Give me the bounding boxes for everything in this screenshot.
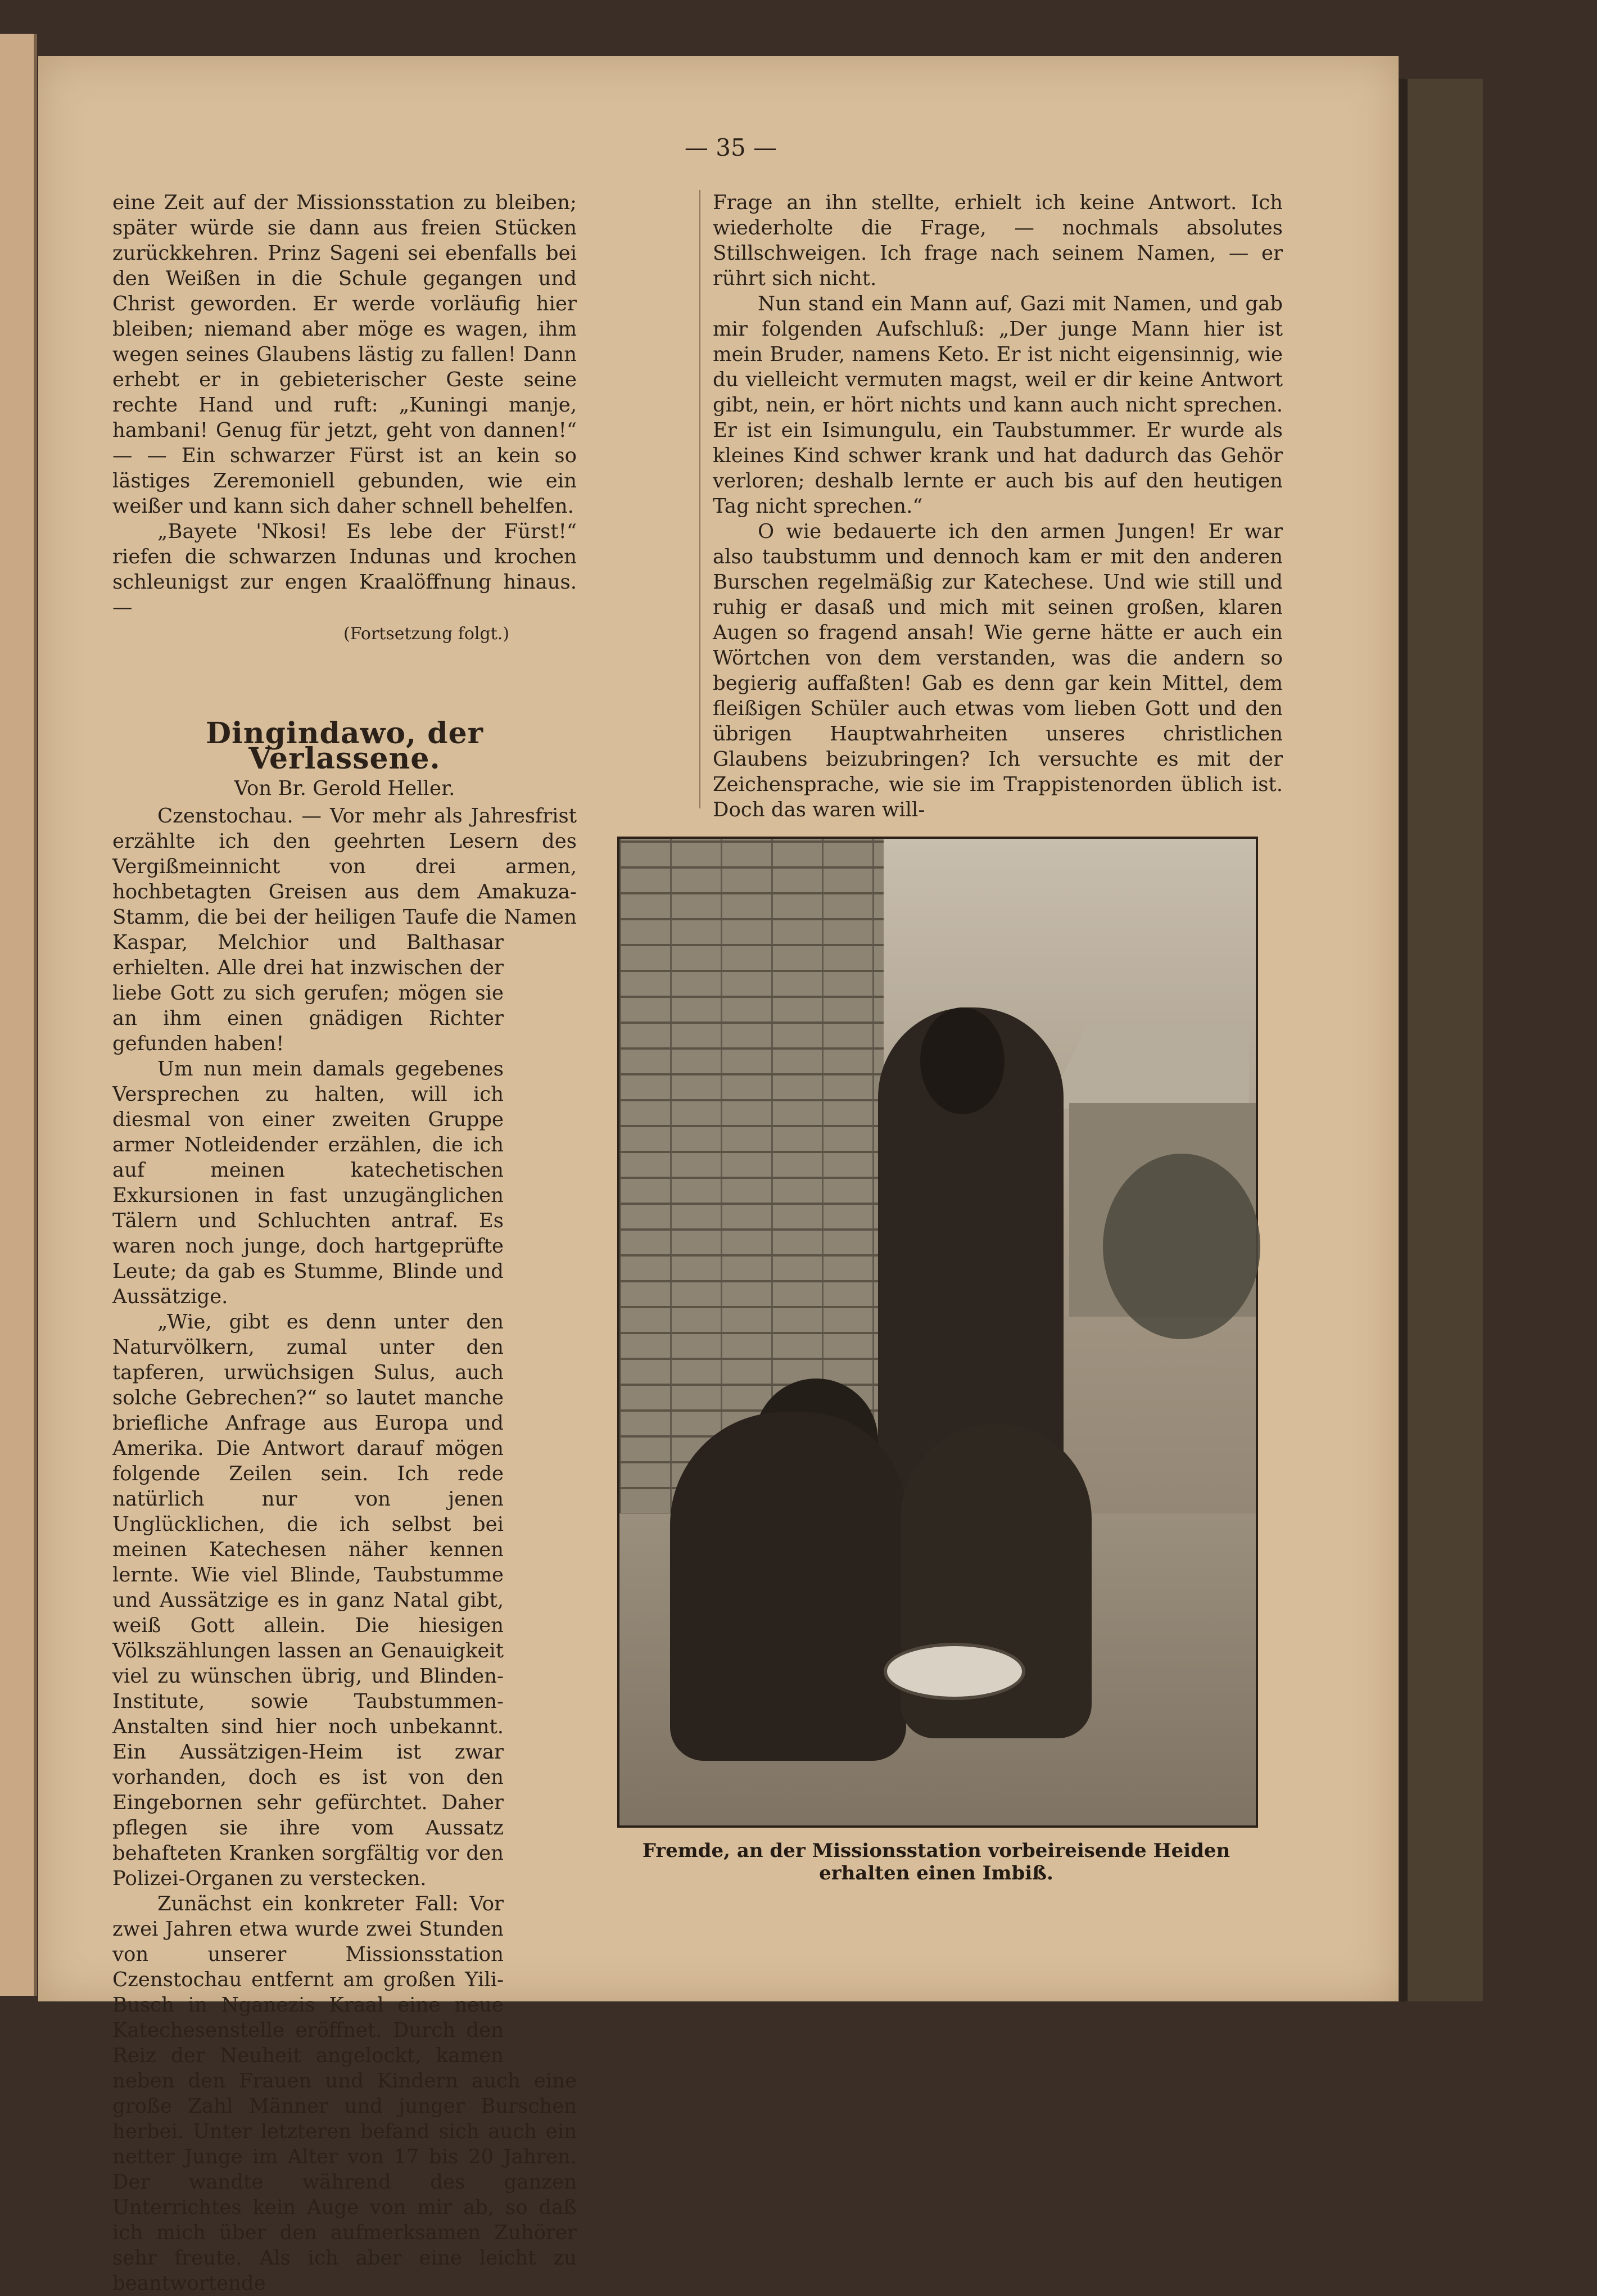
left-column xyxy=(112,190,577,2296)
food-bowl xyxy=(884,1643,1025,1700)
tree-foliage xyxy=(1103,1154,1260,1339)
article-paragraph: „Wie, gibt es denn unter den Naturvölkern, zumal unter den tapferen, urwüchsigen Sulus, auch solche Gebrechen?“ so lautet manche briefliche Anfrage aus Europa und Amerika. Die Antwort darauf mögen folgende Zeilen sein. Ich rede natürlich nur von jenen Unglücklichen, die ich selbst bei meinen Katechesen näher kennen lernte. Wie viel Blinde, Taubstumme und Aussätzige es in ganz Natal gibt, weiß Gott allein. Die hiesigen Völkszählungen lassen an Genauigkeit viel zu wünschen übrig, und Blinden-Institute, sowie Taubstummen-Anstalten sind hier noch unbekannt. Ein Aussätzigen-Heim ist zwar vorhanden, doch es ist von den Eingebornen sehr gefürchtet. Daher pflegen sie ihre vom Aussatz behafteten Kranken sorgfältig vor den Polizei-Organen zu verstecken. xyxy=(112,1310,504,1890)
seated-man-figure xyxy=(670,1412,906,1761)
article-byline: Von Br. Gerold Heller. xyxy=(234,777,455,800)
hut-roof xyxy=(1047,1024,1249,1109)
body-paragraph: O wie bedauerte ich den armen Jungen! Er war also taubstumm und dennoch kam er mit den anderen Burschen regelmäßig zur Katechese. Und wie still und ruhig er dasaß und mich mit seinen großen, klaren Augen so fragend ansah! Wie gerne hätte er auch ein Wörtchen von dem verstanden, was die andern so begierig auffaßten! Gab es denn gar kein Mittel, dem fleißigen Schüler auch etwas vom lieben Gott und den übrigen Hauptwahrheiten unseres christlichen Glaubens beizubringen? Ich versuchte es mit der Zeichensprache, wie sie im Trappistenorden üblich ist. Doch das waren will- xyxy=(713,520,1283,821)
body-paragraph: „Bayete 'Nkosi! Es lebe der Fürst!“ riefen die schwarzen Indunas und krochen schleunigst zur engen Kraalöffnung hinaus. — xyxy=(112,520,577,619)
right-column xyxy=(713,190,1283,822)
article-paragraph: Zunächst ein konkreter Fall: Vor zwei Jahren etwa wurde zwei Stunden von unserer Missionsstation Czenstochau entfernt am großen Yili-Busch in Nganezis Kraal eine neue Katechesenstelle eröffnet. Durch den Reiz der Neuheit angelockt, kamen neben den Frauen und Kindern auch eine große Zahl Männer und junger Burschen herbei. Unter letzteren befand sich auch ein netter Junge im Alter von 17 bis 20 Jahren. Der wandte während des ganzen Unterrichtes kein Auge von mir ab, so daß ich mich über den aufmerksamen Zuhörer sehr freute. Als ich aber eine leicht zu beantwortende xyxy=(112,1892,577,2295)
continuation-note: (Fortsetzung folgt.) xyxy=(343,624,509,644)
article-title: Dingindawo, der Verlassene. xyxy=(205,716,484,776)
book-binding xyxy=(1399,79,1483,2001)
article-paragraph: Um nun mein damals gegebenes Versprechen zu halten, will ich diesmal von einer zweiten Gruppe armer Notleidender erzählen, die ich auf meinen katechetischen Exkursionen in fast unzugänglichen Tälern und Schluchten antraf. Es waren noch junge, doch hartgeprüfte Leute; da gab es Stumme, Blinde und Aussätzige. xyxy=(112,1057,504,1308)
photo-caption: Fremde, an der Missionsstation vorbeireisende Heiden erhalten einen Imbiß. xyxy=(642,1839,1230,1884)
page-number: — 35 — xyxy=(684,134,777,161)
body-paragraph: Frage an ihn stellte, erhielt ich keine Antwort. Ich wiederholte die Frage, — nochmals absolutes Stillschweigen. Ich frage nach seinem Namen, — er rührt sich nicht. xyxy=(713,191,1283,290)
previous-page-edge xyxy=(0,34,37,1996)
article-paragraph: Czenstochau. — Vor mehr als Jahresfrist erzählte ich den geehrten Lesern des Vergißmeinnicht von drei armen, hochbetagten Greisen aus dem Amakuza-Stamm, die bei der heiligen Taufe die Namen Kaspar, Melchior und Balthasar erhielten. Alle drei hat inzwischen der liebe Gott zu sich gerufen; mögen sie an ihm einen gnädigen Richter gefunden haben! xyxy=(112,804,577,1055)
column-divider xyxy=(699,190,700,808)
photo-wrap-area xyxy=(504,932,577,2057)
standing-woman-head xyxy=(920,1007,1005,1114)
binding-shadow xyxy=(1399,79,1408,2001)
body-paragraph: eine Zeit auf der Missionsstation zu bleiben; später würde sie dann aus freien Stücken zurückkehren. Prinz Sageni sei ebenfalls bei den Weißen in die Schule gegangen und Christ geworden. Er werde vorläufig hier bleiben; niemand aber möge es wagen, ihm wegen seines Glaubens lästig zu fallen! Dann erhebt er in gebieterischer Geste seine rechte Hand und ruft: „Kuningi manje, hambani! Genug für jetzt, geht von dannen!“ — — Ein schwarzer Fürst ist an kein so lästiges Zeremoniell gebunden, wie ein weißer und kann sich daher schnell behelfen. xyxy=(112,191,577,518)
halftone-photograph xyxy=(617,837,1258,1828)
body-paragraph: Nun stand ein Mann auf, Gazi mit Namen, und gab mir folgenden Aufschluß: „Der junge Mann hier ist mein Bruder, namens Keto. Er ist nicht eigensinnig, wie du vielleicht vermuten magst, weil er dir keine Antwort gibt, nein, er hört nichts und kann auch nicht sprechen. Er ist ein Isimungulu, ein Taubstummer. Er wurde als kleines Kind schwer krank und hat dadurch das Gehör verloren; deshalb lernte er auch bis auf den heutigen Tag nicht sprechen.“ xyxy=(713,292,1283,518)
